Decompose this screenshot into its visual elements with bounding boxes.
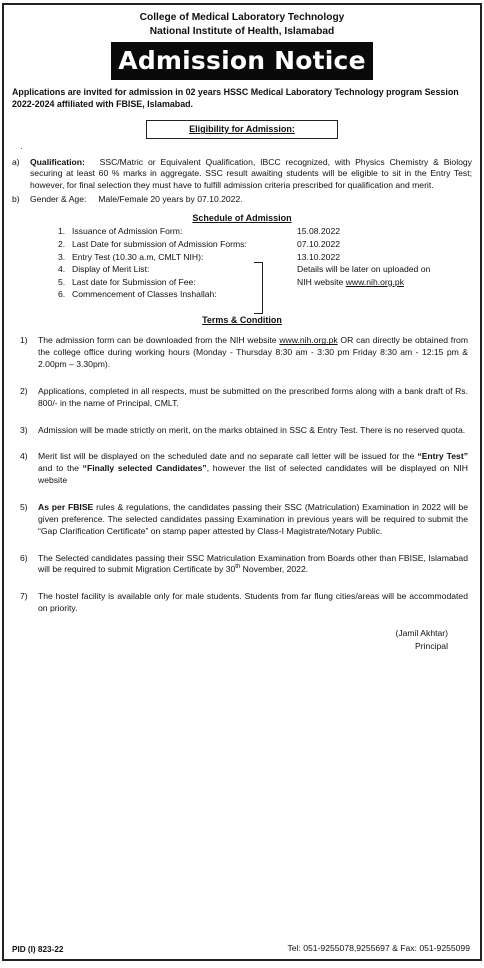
term-item-2: 2) Applications, completed in all respects, must be submitted on the prescribed forms along with a bank draft of Rs. 800/- in the name of Principal, CMLT. — [20, 385, 468, 408]
schedule-row: 6. Commencement of Classes Inshallah: — [58, 289, 478, 302]
schedule-value: Details will be later on uploaded on — [297, 264, 431, 275]
schedule-row: 5. Last date for Submission of Fee: NIH website www.nih.org.pk — [58, 277, 478, 290]
item-marker: b) — [12, 194, 20, 205]
schedule-value — [297, 289, 478, 302]
terms-heading: Terms & Condition — [202, 314, 282, 325]
admission-notice-page — [2, 3, 482, 961]
term-item-6: 6) The Selected candidates passing their SSC Matriculation Examination from Boards other than FBISE, Islamabad will be required to submit Migration Certificate by 30th November, 2022. — [20, 552, 468, 575]
schedule-label: Commencement of Classes Inshallah: — [72, 289, 217, 300]
schedule-bracket — [254, 262, 263, 314]
item-label: Qualification: — [30, 156, 85, 167]
schedule-value: 15.08.2022 — [297, 226, 341, 237]
nih-website-link[interactable]: www.nih.org.pk — [345, 276, 404, 287]
intro-paragraph: Applications are invited for admission in 02 years HSSC Medical Laboratory Technology program Session 2022-2024 affiliated with FBISE, Islamabad. — [12, 86, 459, 109]
term-item-4: 4) Merit list will be displayed on the scheduled date and no separate call letter will be issued for the “Entry Test” and to the “Finally selected Candidates”, however the list of selected candidates will be displayed on NIH website — [20, 451, 468, 486]
schedule-label: Last Date for submission of Admission Forms: — [72, 238, 247, 249]
contact-info: Tel: 051-9255078,9255697 & Fax: 051-9255099 — [287, 943, 470, 954]
notice-banner: Admission Notice — [111, 42, 373, 80]
item-text: SSC/Matric or Equivalent Qualification, IBCC recognized, with Physics Chemistry & Biology securing at least 60 % marks in aggregate. SSC result awaiting students will be eligible to sit in the Entry Test; however, for final selection they must have to fulfill admission criteria prescribed for qualification and merit. — [30, 156, 472, 191]
institute-name: National Institute of Health, Islamabad — [149, 25, 335, 37]
eligibility-heading-box — [146, 120, 338, 138]
schedule-row: 2. Last Date for submission of Admission Forms: 07.10.2022 — [58, 239, 478, 252]
college-name: College of Medical Laboratory Technology — [139, 12, 345, 23]
schedule-label: Last date for Submission of Fee: — [72, 276, 196, 287]
schedule-row: 3. Entry Test (10.30 a.m, CMLT NIH): 13.10.2022 — [58, 252, 478, 265]
eligibility-item-gender-age — [12, 194, 472, 206]
signatory-name: (Jamil Akhtar) — [395, 628, 448, 639]
schedule-row: 4. Display of Merit List: Details will be later on uploaded on — [58, 264, 478, 277]
pid-number: PID (I) 823-22 — [12, 944, 64, 954]
item-label: Gender & Age: — [30, 194, 87, 205]
footer — [12, 943, 470, 955]
schedule-table — [58, 226, 478, 302]
term-item-3: 3) Admission will be made strictly on merit, on the marks obtained in SSC & Entry Test. There is no reserved quota. — [20, 424, 466, 435]
item-text: Male/Female 20 years by 07.10.2022. — [98, 194, 243, 205]
schedule-value: NIH website — [297, 276, 346, 287]
term-item-7: 7) The hostel facility is available only for male students. Students from far flung cities/areas will be accommodated on priority. — [20, 591, 468, 614]
nih-website-link[interactable]: www.nih.org.pk — [279, 335, 338, 346]
term-item-5: 5) As per FBISE rules & regulations, the candidates passing their SSC (Matriculation) Examination in 2022 will be given preference. The selected candidates passing Examination in previous years will be required to submit the “Gap Clarification Certificate” on stamp paper attested by Class-I Magistrate/Notary Public. — [20, 502, 468, 536]
schedule-value: 07.10.2022 — [297, 238, 341, 249]
schedule-heading: Schedule of Admission — [192, 212, 292, 223]
term-item-1: 1) The admission form can be downloaded from the NIH website www.nih.org.pk OR can directly be obtained from the college office during working hours (Monday - Thursday 8:30 am - 3:30 pm Friday 8:30 am - 12:15 pm & 2.00pm – 3.30pm). — [20, 335, 468, 370]
eligibility-heading: Eligibility for Admission: — [189, 124, 295, 135]
schedule-label: Display of Merit List: — [72, 264, 150, 275]
schedule-row: 1. Issuance of Admission Form: 15.08.2022 — [58, 226, 478, 239]
schedule-value: 13.10.2022 — [297, 251, 341, 262]
signature-block — [12, 627, 472, 653]
schedule-label: Entry Test (10.30 a.m, CMLT NIH): — [72, 251, 204, 262]
signatory-title: Principal — [415, 640, 448, 651]
eligibility-item-qualification — [12, 157, 472, 193]
schedule-label: Issuance of Admission Form: — [72, 226, 183, 237]
bullet-dot: · — [20, 142, 23, 153]
item-marker: a) — [12, 156, 20, 167]
